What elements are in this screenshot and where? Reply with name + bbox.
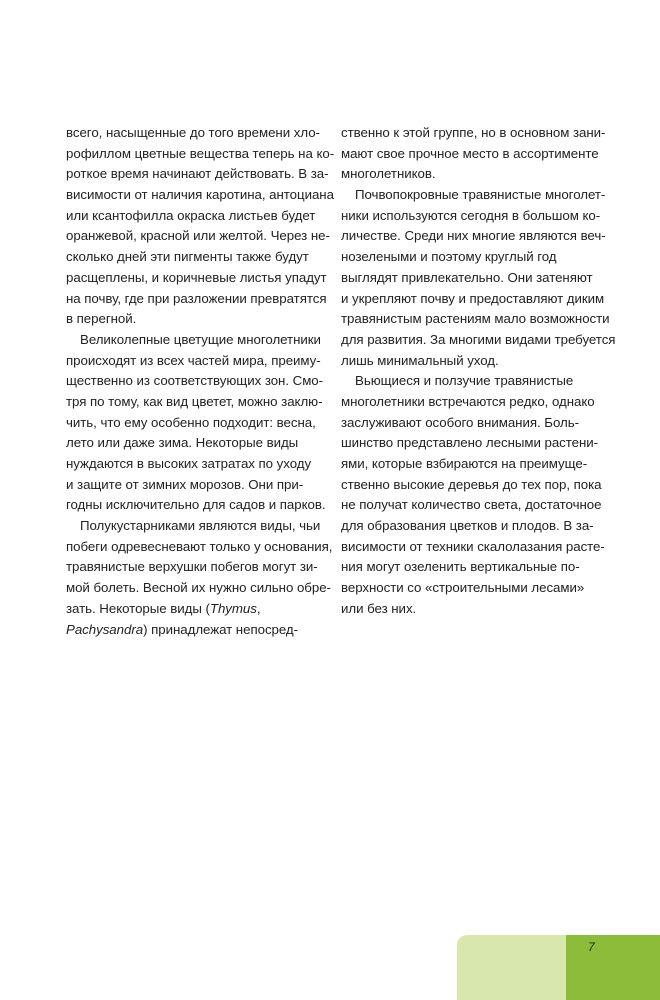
text-line: ями, которые взбираются на преимуще-	[341, 456, 588, 471]
text-line: или ксантофилла окраска листьев будет	[66, 207, 316, 223]
text-line: ния могут озеленить вертикальные по-	[341, 559, 580, 575]
text-line: многолетники встречаются редко, однако	[341, 393, 595, 409]
text-line: нозелеными и поэтому круглый год	[341, 249, 557, 265]
text-line: мой болеть. Весной их нужно сильно обре-	[66, 580, 331, 596]
text-line: мают свое прочное место в ассортименте	[341, 145, 599, 161]
text-line	[66, 599, 338, 620]
right-text-column	[341, 123, 616, 620]
text-line: расщеплены, и коричневые листья упадут	[66, 269, 327, 285]
text-line: годны исключительно для садов и парков.	[66, 497, 326, 513]
text-line: травянистые верхушки побегов могут зи-	[66, 559, 318, 575]
text-line: или без них.	[341, 600, 417, 616]
text-line: многолетников.	[341, 166, 436, 182]
text-line: всего, насыщенные до того времени хло-	[66, 125, 320, 140]
species-name-thymus: Thymus	[209, 600, 257, 616]
text-line: висимости от наличия каротина, антоциана	[66, 187, 334, 203]
text-line: ственно высокие деревья до тех пор, пока	[341, 476, 602, 492]
paragraph-start-line: Почвопокровные травянистые многолет-	[355, 187, 606, 203]
text-line: лето или даже зима. Некоторые виды	[66, 435, 299, 451]
left-text-column	[66, 123, 338, 640]
text-line: ники используются сегодня в большом ко-	[341, 207, 601, 223]
text-line: для образования цветков и плодов. В за-	[341, 518, 594, 534]
text-line: происходят из всех частей мира, преиму-	[66, 352, 321, 368]
text-line: в перегной.	[66, 311, 137, 327]
paragraph-start-line: Великолепные цветущие многолетники	[80, 331, 321, 347]
text-line: оранжевой, красной или желтой. Через не-	[66, 228, 330, 244]
footer-tab-light	[457, 935, 567, 1000]
text-line: заслуживают особого внимания. Боль-	[341, 414, 579, 430]
text-line: висимости от техники скалолазания расте-	[341, 538, 605, 554]
text-line: роткое время начинают действовать. В за-	[66, 166, 329, 182]
text-line: и укрепляют почву и предоставляют диким	[341, 290, 605, 306]
text-segment: ) принадлежат непосред-	[143, 621, 299, 637]
page-number: 7	[588, 940, 595, 954]
text-line: на почву, где при разложении превратятся	[66, 290, 327, 306]
text-line	[66, 620, 338, 641]
text-segment: зать. Некоторые виды (	[66, 600, 210, 616]
text-line: ственно к этой группе, но в основном зани-	[341, 125, 606, 140]
text-line: травянистым растениям мало возможности	[341, 311, 610, 327]
text-line: верхности со «строительными лесами»	[341, 580, 585, 596]
text-line: лишь минимальный уход.	[341, 352, 499, 368]
text-segment: ,	[256, 600, 261, 616]
text-line: чить, что ему особенно подходит: весна,	[66, 414, 316, 430]
text-line: для развития. За многими видами требуется	[341, 331, 616, 347]
text-line: тря по тому, как вид цветет, можно заклю-	[66, 393, 323, 409]
paragraph-start-line: Полукустарниками являются виды, чьи	[80, 518, 321, 534]
text-line: сколько дней эти пигменты также будут	[66, 249, 309, 265]
text-line: побеги одревесневают только у основания,	[66, 538, 333, 554]
text-line: выглядят привлекательно. Они затеняют	[341, 269, 593, 285]
text-line: не получат количество света, достаточное	[341, 497, 602, 513]
text-line: щественно из соответствующих зон. Смо-	[66, 373, 324, 389]
species-name-pachysandra: Pachysandra	[66, 621, 144, 637]
text-line: нуждаются в высоких затратах по уходу	[66, 456, 312, 471]
text-line: шинство представлено лесными растени-	[341, 435, 599, 451]
text-line: и защите от зимних морозов. Они при-	[66, 476, 304, 492]
text-line: личестве. Среди них многие являются веч-	[341, 228, 606, 244]
text-line: рофиллом цветные вещества теперь на ко-	[66, 145, 335, 161]
paragraph-start-line: Вьющиеся и ползучие травянистые	[355, 373, 574, 389]
footer-tab-dark	[566, 935, 660, 1000]
